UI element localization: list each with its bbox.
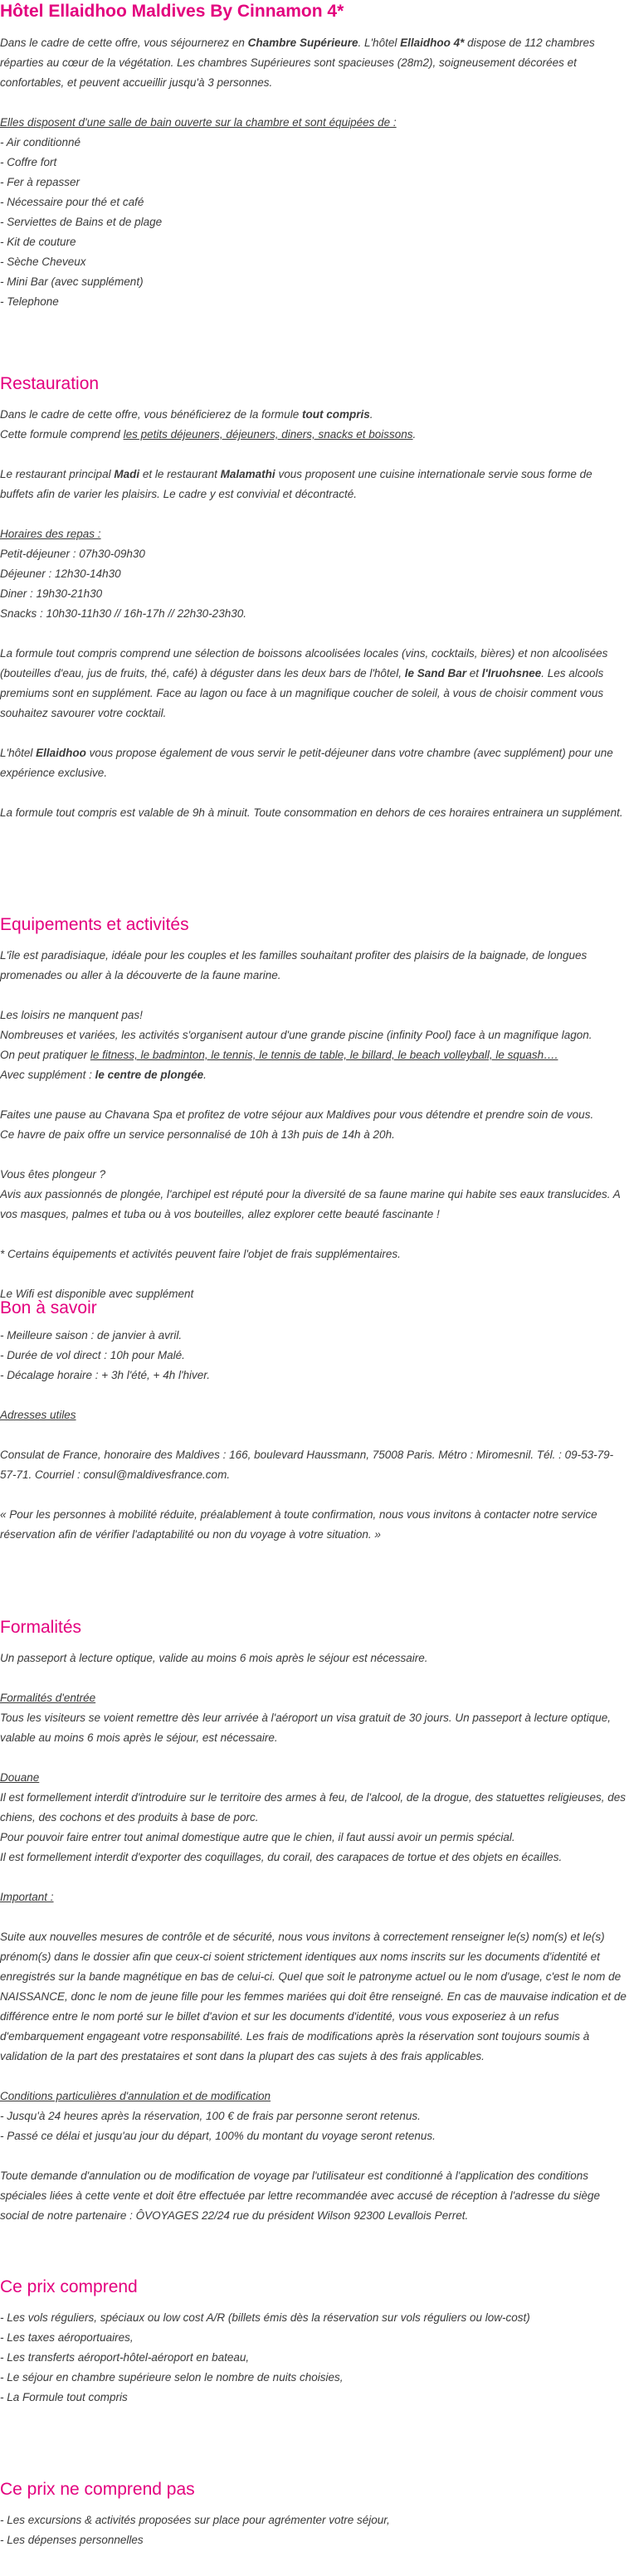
prix-title: Ce prix comprend bbox=[0, 2277, 138, 2296]
hotel-intro: Dans le cadre de cette offre, vous séjournerez en Chambre Supérieure. L'hôtel Ellaidhoo 4* dispose de 112 chambres réparties au cœur de la végétation. Les chambres Supérieures sont spacieuses (28m2), soigneusement décorées et confortables, et peuvent accueillir jusqu'à 3 personnes. bbox=[0, 37, 595, 89]
list-item: - Décalage horaire : + 3h l'été, + 4h l'hiver. bbox=[0, 1369, 211, 1381]
hotel-section bbox=[0, 0, 627, 312]
noprix-section bbox=[0, 2479, 627, 2550]
entry-text: Tous les visiteurs se voient remettre dès leur arrivée à l'aéroport un visa gratuit de 30 jours. Un passeport à lecture optique, valable au moins 6 mois après le séjour, est nécessaire. bbox=[0, 1712, 611, 1744]
equipment-list bbox=[0, 133, 627, 312]
passport-text: Un passeport à lecture optique, valide au moins 6 mois après le séjour est nécessaire. bbox=[0, 1652, 428, 1664]
addr-heading: Adresses utiles bbox=[0, 1409, 76, 1421]
breakfast-text: L'hôtel Ellaidhoo vous propose également de vous servir le petit-déjeuner dans votre chambre (avec supplément) pour une expérience exclusive. bbox=[0, 747, 613, 779]
drinks-text: La formule tout compris comprend une sélection de boissons alcoolisées locales (vins, cocktails, bières) et non alcoolisées (bouteilles d'eau, jus de fruits, thé, café) à déguster dans les deux bars de l'hôtel, le Sand Bar et l'Iruohsnee. Les alcools premiums sont en supplément. Face au lagon ou face à un magnifique coucher de soleil, à vous de choisir comment vous souhaitez savourer votre cocktail. bbox=[0, 647, 608, 719]
restaurants-text: Le restaurant principal Madi et le restaurant Malamathi vous proposent une cuisine internationale servie sous forme de buffets afin de varier les plaisirs. Le cadre y est convivial et décontracté. bbox=[0, 468, 592, 500]
list-item: - Meilleure saison : de janvier à avril. bbox=[0, 1329, 183, 1342]
list-item: - Sèche Cheveux bbox=[0, 256, 86, 268]
list-item: - Les taxes aéroportuaires, bbox=[0, 2331, 134, 2344]
list-item: - Les dépenses personnelles bbox=[0, 2534, 144, 2546]
important-heading: Important : bbox=[0, 1891, 54, 1903]
restauration-title: Restauration bbox=[0, 374, 100, 393]
list-item: - Les transferts aéroport-hôtel-aéroport en bateau, bbox=[0, 2351, 250, 2364]
douane-line: Il est formellement interdit d'introduire sur le territoire des armes à feu, de l'alcool, de la drogue, des statuettes religieuses, des chiens, des cochons et des produits à base de porc. bbox=[0, 1791, 627, 1824]
list-item: - Le séjour en chambre supérieure selon le nombre de nuits choisies, bbox=[0, 2371, 344, 2384]
hotel-title: Hôtel Ellaidhoo Maldives By Cinnamon 4* bbox=[0, 2, 344, 21]
activites-piscine: Nombreuses et variées, les activités s'organisent autour d'une grande piscine (infinity Pool) face à un magnifique lagon. bbox=[0, 1029, 592, 1041]
list-item: - La Formule tout compris bbox=[0, 2391, 128, 2403]
noprix-title: Ce prix ne comprend pas bbox=[0, 2480, 195, 2499]
activites-intro: L'île est paradisiaque, idéale pour les couples et les familles souhaitant profiter des plaisirs de la baignade, de longues promenades ou aller à la découverte de la faune marine. bbox=[0, 949, 588, 981]
list-item: - Nécessaire pour thé et café bbox=[0, 196, 144, 208]
douane-line: Il est formellement interdit d'exporter des coquillages, du corail, des carapaces de tortue et des objets en écailles. bbox=[0, 1851, 563, 1863]
formalites-section bbox=[0, 1617, 627, 2226]
douane-heading: Douane bbox=[0, 1771, 40, 1784]
diver-question: Vous êtes plongeur ? bbox=[0, 1168, 106, 1181]
list-item: Petit-déjeuner : 07h30-09h30 bbox=[0, 548, 145, 560]
savoir-title: Bon à savoir bbox=[0, 1298, 97, 1317]
list-item: - Durée de vol direct : 10h pour Malé. bbox=[0, 1349, 185, 1361]
list-item: - Serviettes de Bains et de plage bbox=[0, 216, 163, 228]
demande-text: Toute demande d'annulation ou de modification de voyage par l'utilisateur est conditionné à l'application des conditions spéciales liées à cette vente et doit être effectuée par lettre recommandée avec accusé de réception à l'adresse du siège social de notre partenaire : ÔVOYAGES 22/24 rue du président Wilson 92300 Levallois Perret. bbox=[0, 2169, 601, 2222]
list-item: - Les excursions & activités proposées sur place pour agrémenter votre séjour, bbox=[0, 2514, 390, 2526]
prix-section bbox=[0, 2277, 627, 2408]
pmr-text: « Pour les personnes à mobilité réduite, préalablement à toute confirmation, nous vous invitons à contacter notre service réservation afin de vérifier l'adaptabilité ou non du voyage à votre situation. » bbox=[0, 1508, 597, 1541]
important-text: Suite aux nouvelles mesures de contrôle et de sécurité, nous vous invitons à correctement renseigner le(s) nom(s) et le(s) prénom(s) dans le dossier afin que ceux-ci soient strictement identiques aux noms inscrits sur les documents d'identité et enregistrés sur la bande magnétique en bas de celui-ci. Quel que soit le patronyme actuel ou le nom d'usage, c'est le nom de NAISSANCE, donc le nom de jeune fille pour les femmes mariées qui doit être renseigné. En cas de mauvaise indication et de différence entre le nom porté sur le billet d'avion et sur les documents d'identité, vous vous exposeriez à un refus d'embarquement engageant votre responsabilité. Les frais de modifications après la réservation sont toujours soumis à validation de la part des prestataires et sont dans la plupart des cas sujets à des frais applicables. bbox=[0, 1931, 627, 2062]
savoir-section bbox=[0, 1298, 627, 1545]
equipment-heading: Elles disposent d'une salle de bain ouverte sur la chambre et sont équipées de : bbox=[0, 116, 397, 129]
formula-validity: La formule tout compris est valable de 9h à minuit. Toute consommation en dehors de ces horaires entrainera un supplément. bbox=[0, 806, 623, 819]
restauration-formula: Dans le cadre de cette offre, vous bénéficierez de la formule tout compris. bbox=[0, 408, 373, 421]
activites-sports: On peut pratiquer le fitness, le badminton, le tennis, le tennis de table, le billard, le beach volleyball, le squash…. bbox=[0, 1049, 558, 1061]
wifi-note: Le Wifi est disponible avec supplément bbox=[0, 1288, 194, 1300]
list-item: - Kit de couture bbox=[0, 236, 76, 248]
restauration-includes: Cette formule comprend les petits déjeuners, déjeuners, diners, snacks et boissons. bbox=[0, 428, 417, 441]
activites-supplement: Avec supplément : le centre de plongée. bbox=[0, 1069, 207, 1081]
list-item: Déjeuner : 12h30-14h30 bbox=[0, 567, 121, 580]
list-item: - Passé ce délai et jusqu'au jour du départ, 100% du montant du voyage seront retenus. bbox=[0, 2130, 436, 2142]
activites-loisirs: Les loisirs ne manquent pas! bbox=[0, 1009, 143, 1021]
activites-title: Equipements et activités bbox=[0, 915, 189, 934]
spa-hours: Ce havre de paix offre un service personnalisé de 10h à 13h puis de 14h à 20h. bbox=[0, 1128, 395, 1141]
entry-heading: Formalités d'entrée bbox=[0, 1692, 96, 1704]
addr-text: Consulat de France, honoraire des Maldives : 166, boulevard Haussmann, 75008 Paris. Métro : Miromesnil. Tél. : 09-53-79-57-71. Courriel : consul@maldivesfrance.com. bbox=[0, 1449, 614, 1481]
list-item: Snacks : 10h30-11h30 // 16h-17h // 22h30-23h30. bbox=[0, 607, 246, 620]
list-item: - Coffre fort bbox=[0, 156, 57, 168]
diver-text: Avis aux passionnés de plongée, l'archipel est réputé pour la diversité de sa faune marine qui habite ses eaux translucides. A vos masques, palmes et tuba ou à vos bouteilles, allez explorer cette beauté fascinante ! bbox=[0, 1188, 621, 1220]
douane-line: Pour pouvoir faire entrer tout animal domestique autre que le chien, il faut aussi avoir un permis spécial. bbox=[0, 1831, 515, 1843]
restauration-section bbox=[0, 373, 627, 823]
spa-text: Faites une pause au Chavana Spa et profitez de votre séjour aux Maldives pour vous détendre et prendre soin de vous. bbox=[0, 1108, 594, 1121]
list-item: - Les vols réguliers, spéciaux ou low cost A/R (billets émis dès la réservation sur vols réguliers ou low-cost) bbox=[0, 2311, 530, 2324]
list-item: - Jusqu'à 24 heures après la réservation, 100 € de frais par personne seront retenus. bbox=[0, 2110, 421, 2122]
activites-note: * Certains équipements et activités peuvent faire l'objet de frais supplémentaires. bbox=[0, 1248, 401, 1260]
list-item: - Fer à repasser bbox=[0, 176, 80, 188]
cond-heading: Conditions particulières d'annulation et de modification bbox=[0, 2090, 271, 2102]
formalites-title: Formalités bbox=[0, 1618, 82, 1637]
activites-section bbox=[0, 914, 627, 1304]
list-item: Diner : 19h30-21h30 bbox=[0, 587, 103, 600]
list-item: - Mini Bar (avec supplément) bbox=[0, 275, 144, 288]
list-item: - Telephone bbox=[0, 295, 59, 308]
hours-heading: Horaires des repas : bbox=[0, 528, 101, 540]
list-item: - Air conditionné bbox=[0, 136, 81, 149]
